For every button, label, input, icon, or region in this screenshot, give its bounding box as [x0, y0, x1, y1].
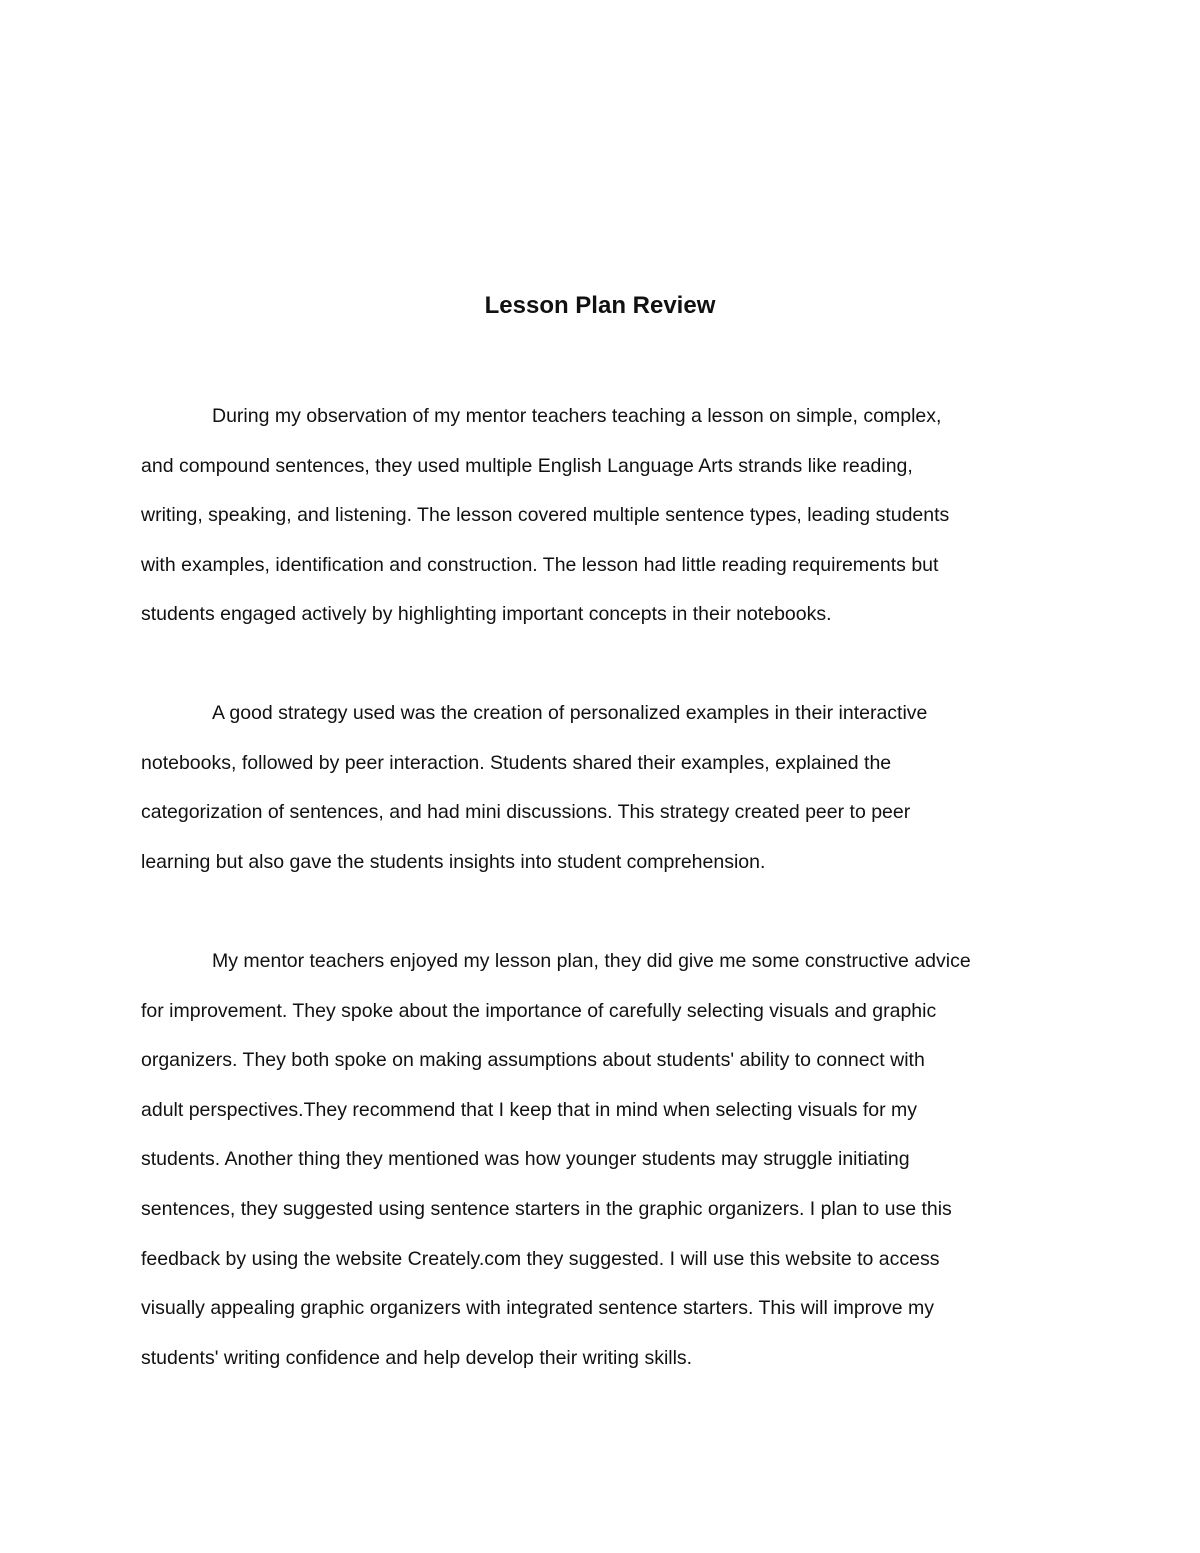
paragraph-line: learning but also gave the students insights into student comprehension. [141, 850, 766, 873]
paragraph-line: students' writing confidence and help develop their writing skills. [141, 1346, 693, 1369]
paragraph-line: organizers. They both spoke on making assumptions about students' ability to connect with [141, 1049, 925, 1072]
paragraph-line: During my observation of my mentor teachers teaching a lesson on simple, complex, [212, 405, 942, 427]
paragraph-line: My mentor teachers enjoyed my lesson plan, they did give me some constructive advice [212, 950, 971, 972]
paragraph-3 [141, 937, 1066, 1383]
paragraph-line: with examples, identification and construction. The lesson had little reading requirements but [141, 553, 939, 576]
paragraph-line: categorization of sentences, and had mini discussions. This strategy created peer to peer [141, 801, 911, 824]
paragraph-line: writing, speaking, and listening. The lesson covered multiple sentence types, leading students [141, 504, 950, 527]
paragraph-line: and compound sentences, they used multiple English Language Arts strands like reading, [141, 454, 913, 477]
paragraph-line: for improvement. They spoke about the importance of carefully selecting visuals and graphic [141, 999, 937, 1022]
paragraph-1 [141, 392, 1066, 640]
document-title: Lesson Plan Review [484, 292, 716, 319]
paragraph-2 [141, 689, 1066, 887]
paragraph-line: feedback by using the website Creately.com they suggested. I will use this website to access [141, 1247, 940, 1270]
paragraph-line: visually appealing graphic organizers with integrated sentence starters. This will improve my [141, 1297, 935, 1320]
paragraph-line: students. Another thing they mentioned was how younger students may struggle initiating [141, 1148, 910, 1171]
paragraph-line: A good strategy used was the creation of personalized examples in their interactive [212, 702, 928, 724]
paragraph-line: notebooks, followed by peer interaction. Students shared their examples, explained the [141, 751, 892, 774]
paragraph-line: students engaged actively by highlighting important concepts in their notebooks. [141, 603, 832, 626]
paragraph-line: adult perspectives.They recommend that I keep that in mind when selecting visuals for my [141, 1098, 918, 1121]
paragraph-line: sentences, they suggested using sentence starters in the graphic organizers. I plan to use this [141, 1197, 952, 1220]
